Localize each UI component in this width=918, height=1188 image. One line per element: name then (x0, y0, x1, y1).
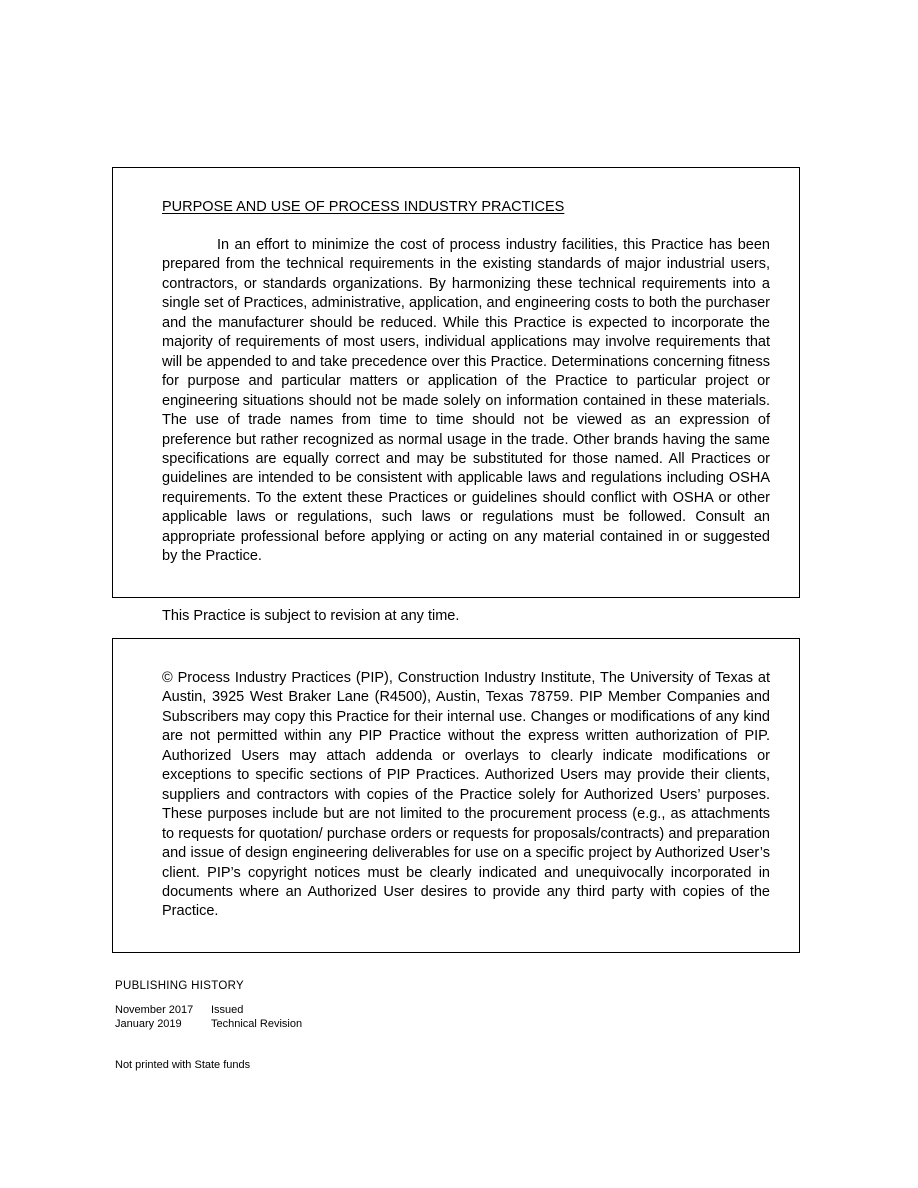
history-date: January 2019 (115, 1018, 182, 1030)
purpose-paragraph: In an effort to minimize the cost of process industry facilities, this Practice has been prepared from the technical requirements in the existing standards of major industrial users, contractors, or standards organizations. By harmonizing these technical requirements into a single set of Practices, administrative, application, and engineering costs to both the purchaser and the manufacturer should be reduced. While this Practice is expected to incorporate the majority of requirements of most users, individual applications may involve requirements that will be appended to and take precedence over this Practice. Determinations concerning fitness for purpose and particular matters or application of the Practice to particular project or engineering situations should not be made solely on information contained in these materials. The use of trade names from time to time should not be viewed as an expression of preference but rather recognized as normal usage in the trade. Other brands having the same specifications are equally correct and may be substituted for those named. All Practices or guidelines are intended to be consistent with applicable laws and regulations including OSHA requirements. To the extent these Practices or guidelines should conflict with OSHA or other applicable laws or regulations, such laws or regulations must be followed. Consult an appropriate professional before applying or acting on any material contained in or suggested by the Practice. (162, 237, 770, 565)
state-funds-note: Not printed with State funds (115, 1059, 251, 1071)
history-status: Issued (211, 1004, 244, 1016)
publishing-history-title: PUBLISHING HISTORY (115, 980, 244, 992)
publishing-history-row (115, 1018, 302, 1030)
history-date: November 2017 (115, 1004, 194, 1016)
purpose-box (112, 167, 800, 598)
copyright-paragraph: © Process Industry Practices (PIP), Construction Industry Institute, The University of Texas at Austin, 3925 West Braker Lane (R4500), Austin, Texas 78759. PIP Member Companies and Subscribers may copy this Practice for their internal use. Changes or modifications of any kind are not permitted within any PIP Practice without the express written authorization of PIP. Authorized Users may attach addenda or overlays to clearly indicate modifications or exceptions to specific sections of PIP Practices. Authorized Users may provide their clients, suppliers and contractors with copies of the Practice solely for Authorized Users’ purposes. These purposes include but are not limited to the procurement process (e.g., as attachments to requests for quotation/ purchase orders or requests for proposals/contracts) and preparation and issue of design engineering deliverables for use on a specific project by Authorized User’s client. PIP’s copyright notices must be clearly indicated and unequivocally incorporated in documents where an Authorized User desires to provide any third party with copies of the Practice. (162, 670, 770, 920)
publishing-history-row (115, 1004, 243, 1016)
purpose-heading: PURPOSE AND USE OF PROCESS INDUSTRY PRACTICES (162, 199, 565, 215)
history-status: Technical Revision (211, 1018, 303, 1030)
revision-note: This Practice is subject to revision at any time. (162, 608, 460, 624)
copyright-box (112, 638, 800, 953)
